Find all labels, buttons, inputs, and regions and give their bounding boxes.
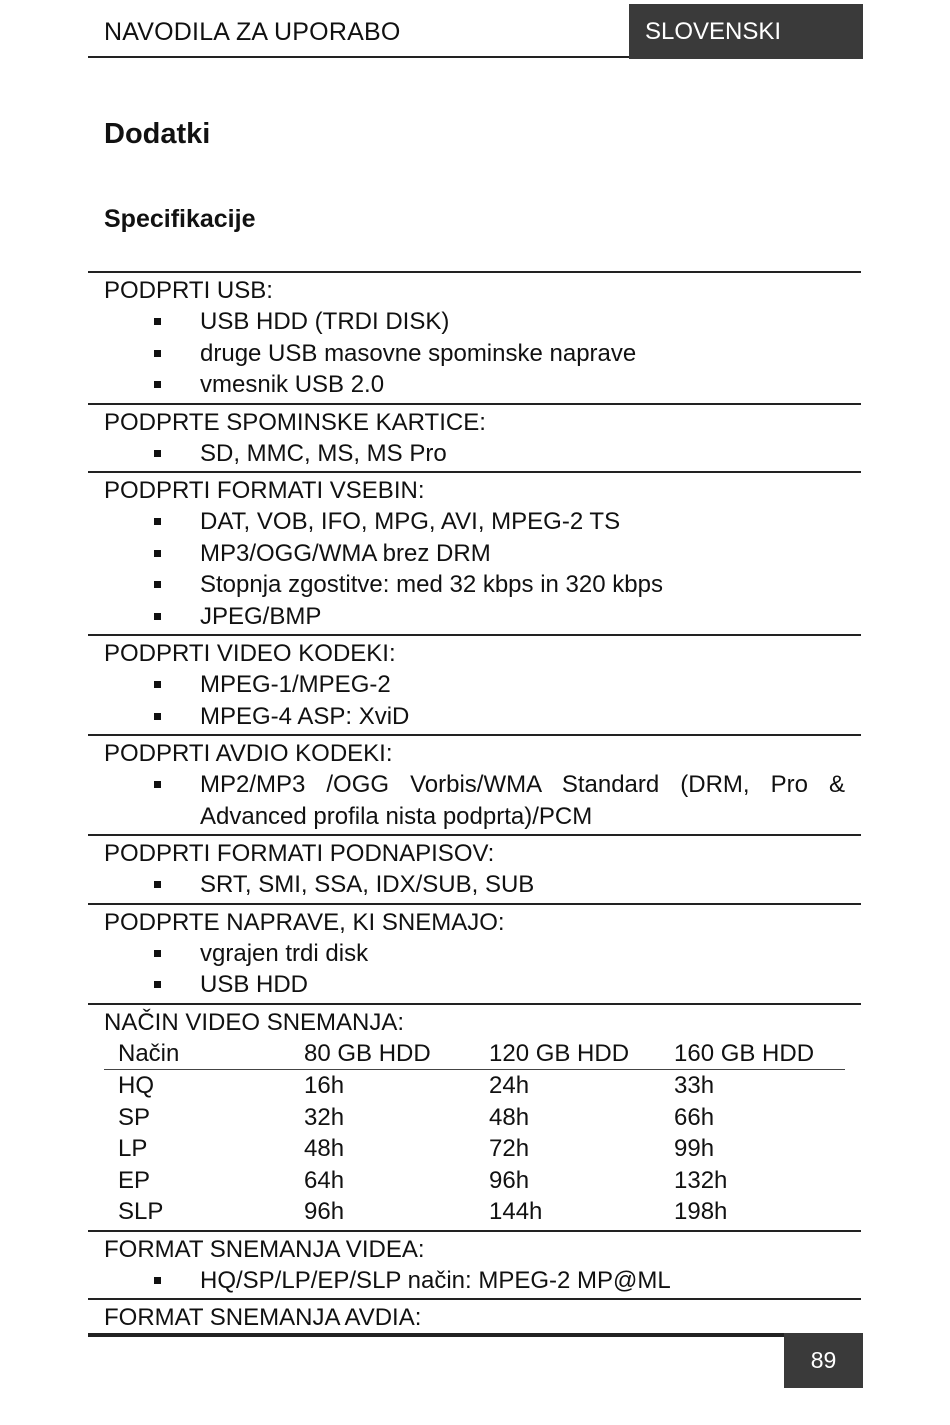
bullet-icon [154,350,161,357]
page-number: 89 [784,1333,863,1388]
list-item [104,338,845,370]
footer-divider [88,1333,784,1335]
spec-section-title: PODPRTI USB: [104,277,273,304]
table-cell: LP [118,1135,148,1162]
list-item [104,569,845,601]
table-cell: 99h [674,1135,715,1162]
spec-section-title: NAČIN VIDEO SNEMANJA: [104,1008,405,1036]
bullet-icon [154,950,161,957]
list-item [104,369,845,401]
spec-section-title: PODPRTI AVDIO KODEKI: [104,740,393,767]
spec-section-audio-format [88,1298,861,1337]
list-item [104,869,845,901]
recording-time-table [104,1038,845,1228]
list-item-text: MPEG-1/MPEG-2 [200,671,391,698]
list-item-text: DAT, VOB, IFO, MPG, AVI, MPEG-2 TS [200,508,621,535]
bullet-icon [154,1277,161,1284]
spec-list [104,869,845,901]
table-cell: 16h [304,1072,345,1099]
list-item [104,969,845,1001]
column-header: 80 GB HDD [290,1038,475,1070]
header-divider [88,56,629,58]
bullet-icon [154,550,161,557]
list-item [104,306,845,338]
spec-section-subtitle-formats [88,834,861,903]
list-item [104,669,845,701]
spec-section-title: PODPRTI FORMATI VSEBIN: [104,477,425,504]
table-cell: 33h [674,1072,715,1099]
table-cell: 64h [304,1166,345,1194]
list-item [104,1265,845,1297]
table-cell: 96h [489,1166,530,1194]
list-item [104,438,845,470]
bullet-icon [154,781,161,788]
table-cell: SLP [118,1198,164,1225]
spec-list [104,506,845,632]
list-item-text: Stopnja zgostitve: med 32 kbps in 320 kbps [200,571,663,598]
spec-list [104,438,845,470]
list-item-text: MPEG-4 ASP: XviD [200,702,410,730]
spec-list [104,769,845,832]
table-row [104,1070,845,1102]
list-item-text: JPEG/BMP [200,602,322,630]
bullet-icon [154,981,161,988]
list-item-text: vgrajen trdi disk [200,939,369,967]
list-item-text: vmesnik USB 2.0 [200,371,385,398]
column-header: 120 GB HDD [475,1038,660,1070]
table-row [104,1165,845,1197]
column-header: 160 GB HDD [660,1038,845,1070]
table-header-row [104,1038,845,1070]
list-item [104,601,845,633]
list-item-text: USB HDD [200,971,309,998]
spec-table [88,271,861,1337]
list-item-text: HQ/SP/LP/EP/SLP način: MPEG-2 MP@ML [200,1266,671,1294]
bullet-icon [154,381,161,388]
bullet-icon [154,581,161,588]
list-item [104,701,845,733]
table-cell: 132h [674,1166,728,1194]
spec-section-memory-cards [88,403,861,472]
spec-list [104,669,845,732]
manual-title: NAVODILA ZA UPORABO [104,18,401,46]
spec-section-audio-codecs [88,734,861,834]
bullet-icon [154,613,161,620]
table-cell: 198h [674,1198,728,1225]
spec-section-title: PODPRTI VIDEO KODEKI: [104,640,396,667]
bullet-icon [154,450,161,457]
list-item [104,538,845,570]
list-item-text: SRT, SMI, SSA, IDX/SUB, SUB [200,871,535,898]
table-cell: 66h [674,1103,715,1131]
table-cell: 96h [304,1198,345,1225]
bullet-icon [154,318,161,325]
column-header: Način [104,1038,290,1070]
list-item [104,506,845,538]
table-cell: 48h [304,1135,345,1162]
table-cell: 72h [489,1135,530,1162]
language-tab: SLOVENSKI [629,4,863,59]
spec-section-recording-modes [88,1003,861,1230]
bullet-icon [154,681,161,688]
page-header [88,4,863,59]
list-item-text: SD, MMC, MS, MS Pro [200,439,447,467]
table-cell: 144h [489,1198,543,1225]
table-cell: HQ [118,1072,154,1099]
table-cell: SP [118,1103,151,1131]
table-cell: 32h [304,1103,345,1131]
spec-section-title: PODPRTI FORMATI PODNAPISOV: [104,840,495,867]
table-cell: 24h [489,1072,530,1099]
bullet-icon [154,881,161,888]
table-cell: EP [118,1166,151,1194]
spec-list [104,938,845,1001]
spec-section-title: FORMAT SNEMANJA AVDIA: [104,1304,422,1331]
table-cell: 48h [489,1103,530,1131]
table-row [104,1196,845,1228]
list-item [104,769,845,832]
spec-section-video-codecs [88,634,861,734]
list-item-text: MP3/OGG/WMA brez DRM [200,539,491,567]
section-heading: Specifikacije [104,205,256,233]
page-heading: Dodatki [104,118,211,150]
spec-list [104,1265,845,1297]
spec-list [104,306,845,401]
list-item [104,938,845,970]
bullet-icon [154,713,161,720]
list-item-text: MP2/MP3 /OGG Vorbis/WMA Standard (DRM, Pro & Advanced profila nista podprta)/PCM [200,771,845,830]
spec-section-title: PODPRTE NAPRAVE, KI SNEMAJO: [104,908,505,936]
spec-section-recording-devices [88,903,861,1003]
bullet-icon [154,518,161,525]
list-item-text: druge USB masovne spominske naprave [200,339,637,367]
spec-section-video-format [88,1230,861,1299]
spec-section-title: FORMAT SNEMANJA VIDEA: [104,1235,425,1263]
table-row [104,1133,845,1165]
spec-section-content-formats [88,471,861,634]
list-item-text: USB HDD (TRDI DISK) [200,308,450,335]
table-row [104,1102,845,1134]
spec-section-title: PODPRTE SPOMINSKE KARTICE: [104,408,486,436]
spec-section-usb [88,271,861,403]
